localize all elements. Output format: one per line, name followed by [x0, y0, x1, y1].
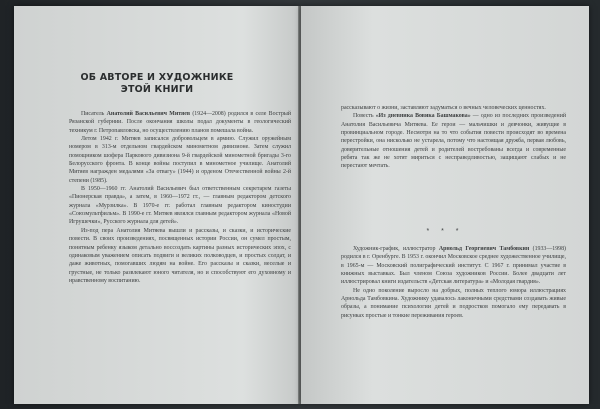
right-page — [301, 6, 589, 404]
left-page — [14, 6, 300, 404]
heading-line-1: ОБ АВТОРЕ И ХУДОЖНИКЕ — [80, 72, 234, 83]
paragraph: Не одно поколение выросло на добрых, полных теплого юмора иллюстрациях Арнольда Тамбовкина. Художнику удавалось лаконичными средствами создавать живые образы, а понимание психологии детей и подростков помогало ему передавать в рисунках простые и тонкие переживания героев. — [341, 287, 566, 319]
section-separator: * * * — [426, 228, 464, 235]
left-body-text — [69, 110, 291, 285]
paragraph: Писатель Анатолий Васильевич Митяев (1924—2008) родился в селе Вострый Рязанской губернии. После окончания школы подал документы в геологический техникум г. Петропавловска, но осуществлению планов помешала война. — [69, 111, 291, 134]
heading-line-2: ЭТОЙ КНИГИ — [120, 84, 194, 95]
right-body-text-bottom — [341, 245, 566, 320]
paragraph: Повесть «Из дневника Вовика Башмакова» — одно из последних произведений Анатолия Васильевича Митяева. Ее герои — мальчишки и девчонки, живущие в провинциальном городе. Несмотря на то что события повести происходят во времена перестройки, она нисколько не устарела, потому что настоящая дружба, первая любовь, доверительные отношения детей и родителей востребованы всегда и современные ребята так же не хотят мириться с несправедливостью, защищают слабых и не перестают мечтать. — [341, 113, 566, 170]
right-body-text-top — [341, 104, 566, 171]
chapter-heading — [14, 72, 300, 96]
paragraph: Из-под пера Анатолия Митяева вышли и рассказы, и сказки, и исторические повести. В своих произведениях, посвященных истории России, он сумел простым, понятным ребенку языком детально воссоздать картины разных исторических эпох, с одинаковым уважением описать подвиги и великих полководцев, и простых солдат, и даже животных, помогавших людям на войне. Его рассказы и сказки, веселые и грустные, не только развлекают юного читателя, но и способствуют его духовному и нравственному воспитанию. — [69, 227, 291, 284]
paragraph: Художник-график, иллюстратор Арнольд Георгиевич Тамбовкин (1933—1998) родился в г. Оренбурге. В 1953 г. окончил Московское среднее художественное училище, в 1965-м — Московский полиграфический институт. С 1967 г. принимал участие в книжных выставках. Был членом Союза художников России. Более двадцати лет иллюстрировал книги издательств «Детская литература» и «Молодая гвардия». — [341, 246, 566, 286]
paragraph: В 1950—1960 гг. Анатолий Васильевич был ответственным секретарем газеты «Пионерская правда», а затем, в 1960—1972 гг., — главным редактором детского журнала «Мурзилка». В 1970-е гг. работал главным редактором киностудии «Союзмультфильм». В 1990-е гг. Митяев являлся главным редактором журнала «Новой Игрушечки», Русского журнала для детей». — [69, 186, 291, 226]
paragraph: Летом 1942 г. Митяев записался добровольцем в армию. Служил оружейным номером в 313-м отдельном гвардейском минометном дивизионе. Затем служил помощником шофера Паркового дивизиона 9-й гвардейской минометной бригады 3-го Белорусского фронта. В конце войны поступил в минометное училище. Анатолий Митяев награжден медалями «За отвагу» (1944) и орденом Отечественной войны 2-й степени (1985). — [69, 136, 291, 184]
paragraph: рассказывают о жизни, заставляют задуматься о вечных человеческих ценностях. — [341, 105, 546, 111]
